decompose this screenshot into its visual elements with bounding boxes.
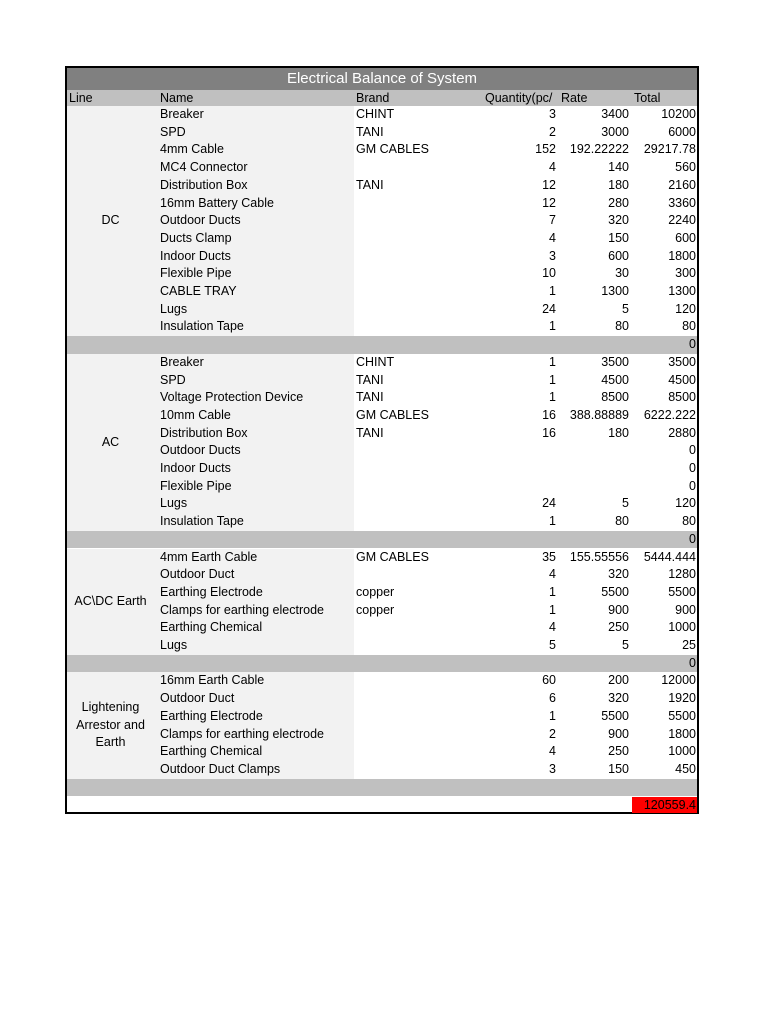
item-brand: GM CABLES xyxy=(356,407,429,422)
item-brand: GM CABLES xyxy=(356,142,429,157)
table-row xyxy=(67,283,697,301)
item-rate: 900 xyxy=(608,726,629,741)
table-row xyxy=(67,354,697,372)
item-rate: 900 xyxy=(608,602,629,617)
table-row xyxy=(67,460,697,478)
item-name: Indoor Ducts xyxy=(160,248,231,263)
header-quantity: Quantity(pc/ xyxy=(485,91,553,105)
table-row xyxy=(67,124,697,142)
item-rate: 250 xyxy=(608,744,629,759)
item-name: 16mm Battery Cable xyxy=(160,195,274,210)
item-brand: GM CABLES xyxy=(356,549,429,564)
item-quantity: 1 xyxy=(549,319,556,334)
table-row xyxy=(67,566,697,584)
group-separator-row xyxy=(67,779,697,797)
separator-total: 0 xyxy=(689,655,696,670)
item-quantity: 2 xyxy=(549,726,556,741)
item-quantity: 4 xyxy=(549,230,556,245)
item-total: 300 xyxy=(675,266,696,281)
table-row xyxy=(67,708,697,726)
grand-total-cell: 120559.4 xyxy=(632,797,697,813)
item-quantity: 4 xyxy=(549,160,556,175)
table-row xyxy=(67,761,697,779)
item-rate: 180 xyxy=(608,425,629,440)
item-rate: 140 xyxy=(608,160,629,175)
item-brand: TANI xyxy=(356,425,384,440)
item-name: 4mm Cable xyxy=(160,142,224,157)
item-total: 5500 xyxy=(668,708,696,723)
item-rate: 5 xyxy=(622,301,629,316)
separator-total: 0 xyxy=(689,337,696,352)
item-name: Outdoor Ducts xyxy=(160,443,241,458)
item-brand: TANI xyxy=(356,390,384,405)
item-total: 10200 xyxy=(661,107,696,121)
item-rate: 388.88889 xyxy=(569,407,629,422)
item-rate: 80 xyxy=(615,514,629,529)
item-quantity: 1 xyxy=(549,602,556,617)
table-row xyxy=(67,619,697,637)
item-total: 0 xyxy=(689,443,696,458)
item-quantity: 3 xyxy=(549,248,556,263)
item-name: Earthing Electrode xyxy=(160,584,263,599)
header-brand: Brand xyxy=(356,91,390,105)
item-total: 1000 xyxy=(668,744,696,759)
item-name: MC4 Connector xyxy=(160,160,248,175)
item-name: Insulation Tape xyxy=(160,514,244,529)
item-brand: copper xyxy=(356,584,395,599)
item-brand: CHINT xyxy=(356,107,395,121)
item-name: Breaker xyxy=(160,354,204,369)
header-row xyxy=(67,90,697,106)
item-name: Flexible Pipe xyxy=(160,478,232,493)
table-row xyxy=(67,159,697,177)
table-row xyxy=(67,672,697,690)
header-name: Name xyxy=(160,91,194,105)
item-name: 4mm Earth Cable xyxy=(160,549,258,564)
item-rate: 5500 xyxy=(601,708,629,723)
item-total: 29217.78 xyxy=(643,142,696,157)
item-rate: 4500 xyxy=(601,372,629,387)
item-brand: copper xyxy=(356,602,395,617)
table-row xyxy=(67,301,697,319)
item-rate: 3500 xyxy=(601,354,629,369)
item-quantity: 1 xyxy=(549,584,556,599)
item-quantity: 7 xyxy=(549,213,556,228)
item-rate: 200 xyxy=(608,673,629,688)
item-rate: 150 xyxy=(608,761,629,776)
table-row xyxy=(67,442,697,460)
item-total: 0 xyxy=(689,478,696,493)
item-quantity: 2 xyxy=(549,124,556,139)
item-rate: 155.55556 xyxy=(569,549,629,564)
item-total: 1280 xyxy=(668,567,696,582)
item-total: 1800 xyxy=(668,726,696,741)
table-row xyxy=(67,230,697,248)
item-name: Voltage Protection Device xyxy=(160,390,304,405)
item-rate: 320 xyxy=(608,567,629,582)
item-quantity: 12 xyxy=(542,195,556,210)
group-label: AC xyxy=(101,434,120,449)
item-total: 0 xyxy=(689,461,696,475)
item-total: 3360 xyxy=(668,195,696,210)
item-quantity: 6 xyxy=(549,691,556,706)
table-row xyxy=(67,318,697,336)
table-row xyxy=(67,372,697,390)
item-name: Flexible Pipe xyxy=(160,266,232,281)
table-row xyxy=(67,407,697,425)
item-quantity: 35 xyxy=(542,549,556,564)
item-rate: 600 xyxy=(608,248,629,263)
item-rate: 8500 xyxy=(601,390,629,405)
item-quantity: 60 xyxy=(542,673,556,688)
item-rate: 1300 xyxy=(601,284,629,298)
balance-of-system-sheet xyxy=(65,66,699,814)
item-quantity: 1 xyxy=(549,354,556,369)
item-rate: 80 xyxy=(615,319,629,334)
item-total: 3500 xyxy=(668,354,696,369)
table-row xyxy=(67,389,697,407)
item-total: 600 xyxy=(675,230,696,245)
item-quantity: 4 xyxy=(549,744,556,759)
table-row xyxy=(67,141,697,159)
item-total: 5500 xyxy=(668,584,696,599)
item-rate: 3000 xyxy=(601,124,629,139)
item-quantity: 4 xyxy=(549,620,556,635)
item-total: 120 xyxy=(675,301,696,316)
item-quantity: 152 xyxy=(535,142,556,157)
table-row xyxy=(67,513,697,531)
item-brand: CHINT xyxy=(356,354,395,369)
item-name: Earthing Chemical xyxy=(160,620,263,635)
item-total: 1000 xyxy=(668,620,696,635)
table-row xyxy=(67,248,697,266)
item-total: 900 xyxy=(675,602,696,617)
item-name: Indoor Ducts xyxy=(160,461,231,475)
item-total: 4500 xyxy=(668,372,696,387)
item-name: SPD xyxy=(160,124,186,139)
table-row xyxy=(67,743,697,761)
item-quantity: 1 xyxy=(549,372,556,387)
item-total: 2160 xyxy=(668,177,696,192)
item-rate: 30 xyxy=(615,266,629,281)
item-total: 1800 xyxy=(668,248,696,263)
item-quantity: 24 xyxy=(542,301,556,316)
item-name: Lugs xyxy=(160,638,188,652)
group-separator-row xyxy=(67,531,697,549)
item-quantity: 5 xyxy=(549,638,556,652)
table-row xyxy=(67,177,697,195)
item-name: Clamps for earthing electrode xyxy=(160,726,324,741)
table-row xyxy=(67,425,697,443)
item-total: 1300 xyxy=(668,284,696,298)
item-name: Clamps for earthing electrode xyxy=(160,602,324,617)
item-total: 560 xyxy=(675,160,696,175)
table-row xyxy=(67,549,697,567)
item-name: Outdoor Duct Clamps xyxy=(160,761,281,776)
item-quantity: 24 xyxy=(542,496,556,511)
item-rate: 5500 xyxy=(601,584,629,599)
table-row xyxy=(67,265,697,283)
group-label: AC\DC Earth xyxy=(74,593,147,608)
item-quantity: 16 xyxy=(542,407,556,422)
item-name: 16mm Earth Cable xyxy=(160,673,265,688)
item-quantity: 1 xyxy=(549,708,556,723)
item-rate: 180 xyxy=(608,177,629,192)
item-rate: 5 xyxy=(622,638,629,652)
item-rate: 150 xyxy=(608,230,629,245)
header-rate: Rate xyxy=(561,91,588,105)
item-quantity: 12 xyxy=(542,177,556,192)
item-name: Outdoor Duct xyxy=(160,691,235,706)
item-quantity: 1 xyxy=(549,284,556,298)
item-name: Insulation Tape xyxy=(160,319,244,334)
item-name: Distribution Box xyxy=(160,425,248,440)
table-row xyxy=(67,690,697,708)
item-name: Breaker xyxy=(160,107,204,121)
item-total: 2240 xyxy=(668,213,696,228)
item-quantity: 1 xyxy=(549,390,556,405)
group-separator-row xyxy=(67,336,697,354)
table-row xyxy=(67,106,697,124)
group-label: DC xyxy=(101,213,120,228)
item-quantity: 10 xyxy=(542,266,556,281)
item-quantity: 1 xyxy=(549,514,556,529)
table-row xyxy=(67,195,697,213)
table-row xyxy=(67,726,697,744)
header-line: Line xyxy=(69,91,93,105)
item-quantity: 3 xyxy=(549,107,556,121)
separator-total: 0 xyxy=(689,531,696,546)
header-total: Total xyxy=(634,91,661,105)
item-name: CABLE TRAY xyxy=(160,284,237,298)
item-name: 10mm Cable xyxy=(160,407,231,422)
item-rate: 192.22222 xyxy=(569,142,629,157)
item-quantity: 3 xyxy=(549,761,556,776)
item-rate: 320 xyxy=(608,213,629,228)
group-separator-row xyxy=(67,655,697,673)
item-rate: 3400 xyxy=(601,107,629,121)
item-total: 120 xyxy=(675,496,696,511)
table-row xyxy=(67,495,697,513)
item-total: 6000 xyxy=(668,124,696,139)
item-total: 25 xyxy=(682,638,696,652)
item-brand: TANI xyxy=(356,124,384,139)
sheet-title: Electrical Balance of System xyxy=(67,68,697,90)
group-label: Lightening Arrestor and Earth xyxy=(76,700,145,750)
item-name: Lugs xyxy=(160,496,188,511)
table-row xyxy=(67,584,697,602)
item-rate: 320 xyxy=(608,691,629,706)
item-name: SPD xyxy=(160,372,186,387)
item-rate: 5 xyxy=(622,496,629,511)
item-name: Lugs xyxy=(160,301,188,316)
table-row xyxy=(67,212,697,230)
item-total: 450 xyxy=(675,761,696,776)
item-name: Earthing Electrode xyxy=(160,708,263,723)
item-total: 6222.222 xyxy=(643,407,696,422)
item-name: Outdoor Duct xyxy=(160,567,235,582)
item-name: Distribution Box xyxy=(160,177,248,192)
item-quantity: 4 xyxy=(549,567,556,582)
item-total: 80 xyxy=(682,514,696,529)
item-total: 1920 xyxy=(668,691,696,706)
table-row xyxy=(67,478,697,496)
item-brand: TANI xyxy=(356,372,384,387)
item-rate: 280 xyxy=(608,195,629,210)
item-total: 8500 xyxy=(668,390,696,405)
item-brand: TANI xyxy=(356,177,384,192)
item-name: Outdoor Ducts xyxy=(160,213,241,228)
table-row xyxy=(67,602,697,620)
item-rate: 250 xyxy=(608,620,629,635)
item-total: 2880 xyxy=(668,425,696,440)
item-name: Ducts Clamp xyxy=(160,230,232,245)
item-quantity: 16 xyxy=(542,425,556,440)
item-total: 80 xyxy=(682,319,696,334)
item-name: Earthing Chemical xyxy=(160,744,263,759)
table-row xyxy=(67,637,697,655)
item-total: 5444.444 xyxy=(643,549,696,564)
item-total: 12000 xyxy=(661,673,696,688)
